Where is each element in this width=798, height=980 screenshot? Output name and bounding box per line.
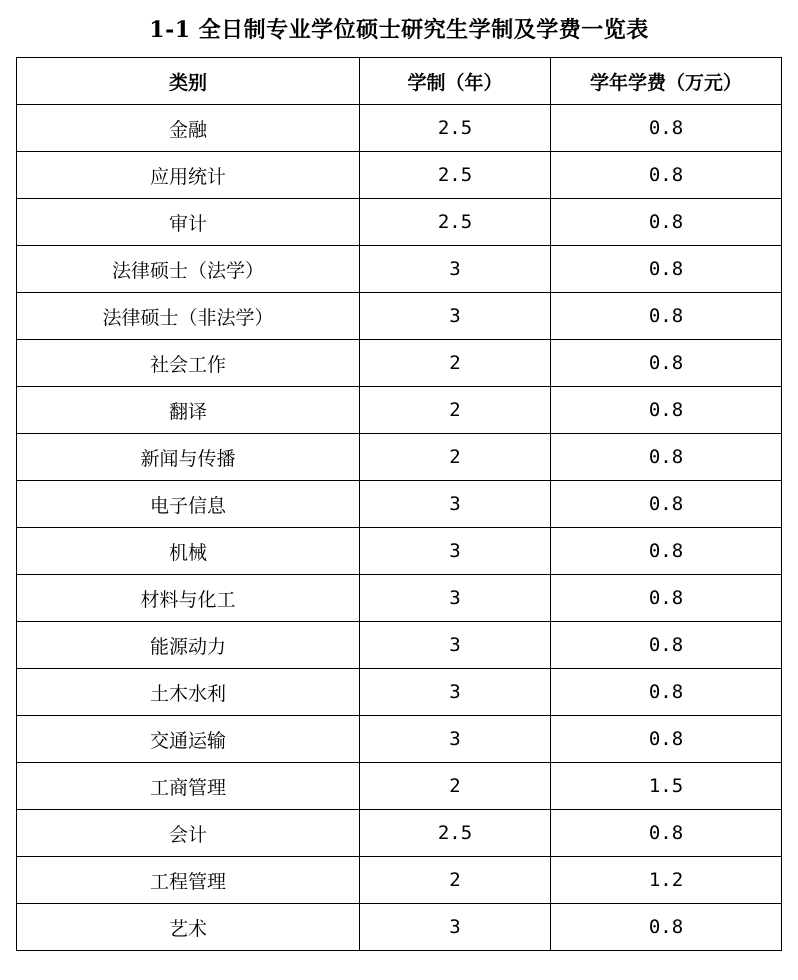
table-row: [17, 434, 782, 481]
cell-fee: 0.8: [551, 669, 782, 716]
cell-category: 机械: [17, 528, 360, 575]
header-fee: 学年学费（万元）: [551, 58, 782, 105]
cell-category: 交通运输: [17, 716, 360, 763]
cell-duration: 3: [360, 293, 551, 340]
cell-category: 工商管理: [17, 763, 360, 810]
cell-fee: 0.8: [551, 481, 782, 528]
cell-duration: 3: [360, 904, 551, 951]
table-row: [17, 340, 782, 387]
cell-fee: 0.8: [551, 105, 782, 152]
cell-duration: 3: [360, 622, 551, 669]
cell-category: 翻译: [17, 387, 360, 434]
table-row: [17, 904, 782, 951]
cell-fee: 0.8: [551, 199, 782, 246]
table-header-row: [17, 58, 782, 105]
table-row: [17, 246, 782, 293]
table-row: [17, 199, 782, 246]
document-title: 1-1 全日制专业学位硕士研究生学制及学费一览表: [149, 17, 649, 43]
header-category: 类别: [17, 58, 360, 105]
cell-category: 法律硕士（法学）: [17, 246, 360, 293]
cell-duration: 2: [360, 340, 551, 387]
cell-fee: 0.8: [551, 810, 782, 857]
table-row: [17, 810, 782, 857]
cell-duration: 2.5: [360, 152, 551, 199]
cell-duration: 2.5: [360, 810, 551, 857]
cell-duration: 3: [360, 716, 551, 763]
table-row: [17, 105, 782, 152]
cell-duration: 2.5: [360, 105, 551, 152]
table-row: [17, 857, 782, 904]
cell-fee: 0.8: [551, 716, 782, 763]
cell-category: 材料与化工: [17, 575, 360, 622]
table-row: [17, 763, 782, 810]
cell-fee: 0.8: [551, 340, 782, 387]
cell-category: 电子信息: [17, 481, 360, 528]
cell-category: 社会工作: [17, 340, 360, 387]
table-row: [17, 528, 782, 575]
cell-category: 工程管理: [17, 857, 360, 904]
cell-category: 能源动力: [17, 622, 360, 669]
cell-fee: 0.8: [551, 152, 782, 199]
table-row: [17, 387, 782, 434]
table-row: [17, 575, 782, 622]
cell-duration: 3: [360, 528, 551, 575]
cell-duration: 2: [360, 763, 551, 810]
tuition-table: [16, 57, 782, 951]
table-row: [17, 152, 782, 199]
cell-fee: 0.8: [551, 434, 782, 481]
cell-fee: 0.8: [551, 387, 782, 434]
cell-category: 应用统计: [17, 152, 360, 199]
cell-duration: 2: [360, 434, 551, 481]
cell-duration: 2.5: [360, 199, 551, 246]
table-row: [17, 669, 782, 716]
cell-duration: 2: [360, 387, 551, 434]
table-row: [17, 622, 782, 669]
cell-category: 新闻与传播: [17, 434, 360, 481]
cell-category: 会计: [17, 810, 360, 857]
cell-category: 艺术: [17, 904, 360, 951]
table-row: [17, 481, 782, 528]
cell-duration: 2: [360, 857, 551, 904]
cell-fee: 1.2: [551, 857, 782, 904]
cell-fee: 0.8: [551, 528, 782, 575]
cell-duration: 3: [360, 575, 551, 622]
cell-category: 金融: [17, 105, 360, 152]
cell-category: 审计: [17, 199, 360, 246]
cell-category: 法律硕士（非法学）: [17, 293, 360, 340]
cell-fee: 0.8: [551, 904, 782, 951]
cell-fee: 0.8: [551, 246, 782, 293]
cell-duration: 3: [360, 669, 551, 716]
cell-duration: 3: [360, 246, 551, 293]
cell-fee: 1.5: [551, 763, 782, 810]
table-row: [17, 293, 782, 340]
cell-fee: 0.8: [551, 622, 782, 669]
cell-fee: 0.8: [551, 575, 782, 622]
cell-duration: 3: [360, 481, 551, 528]
table-row: [17, 716, 782, 763]
header-duration: 学制（年）: [360, 58, 551, 105]
cell-category: 土木水利: [17, 669, 360, 716]
cell-fee: 0.8: [551, 293, 782, 340]
